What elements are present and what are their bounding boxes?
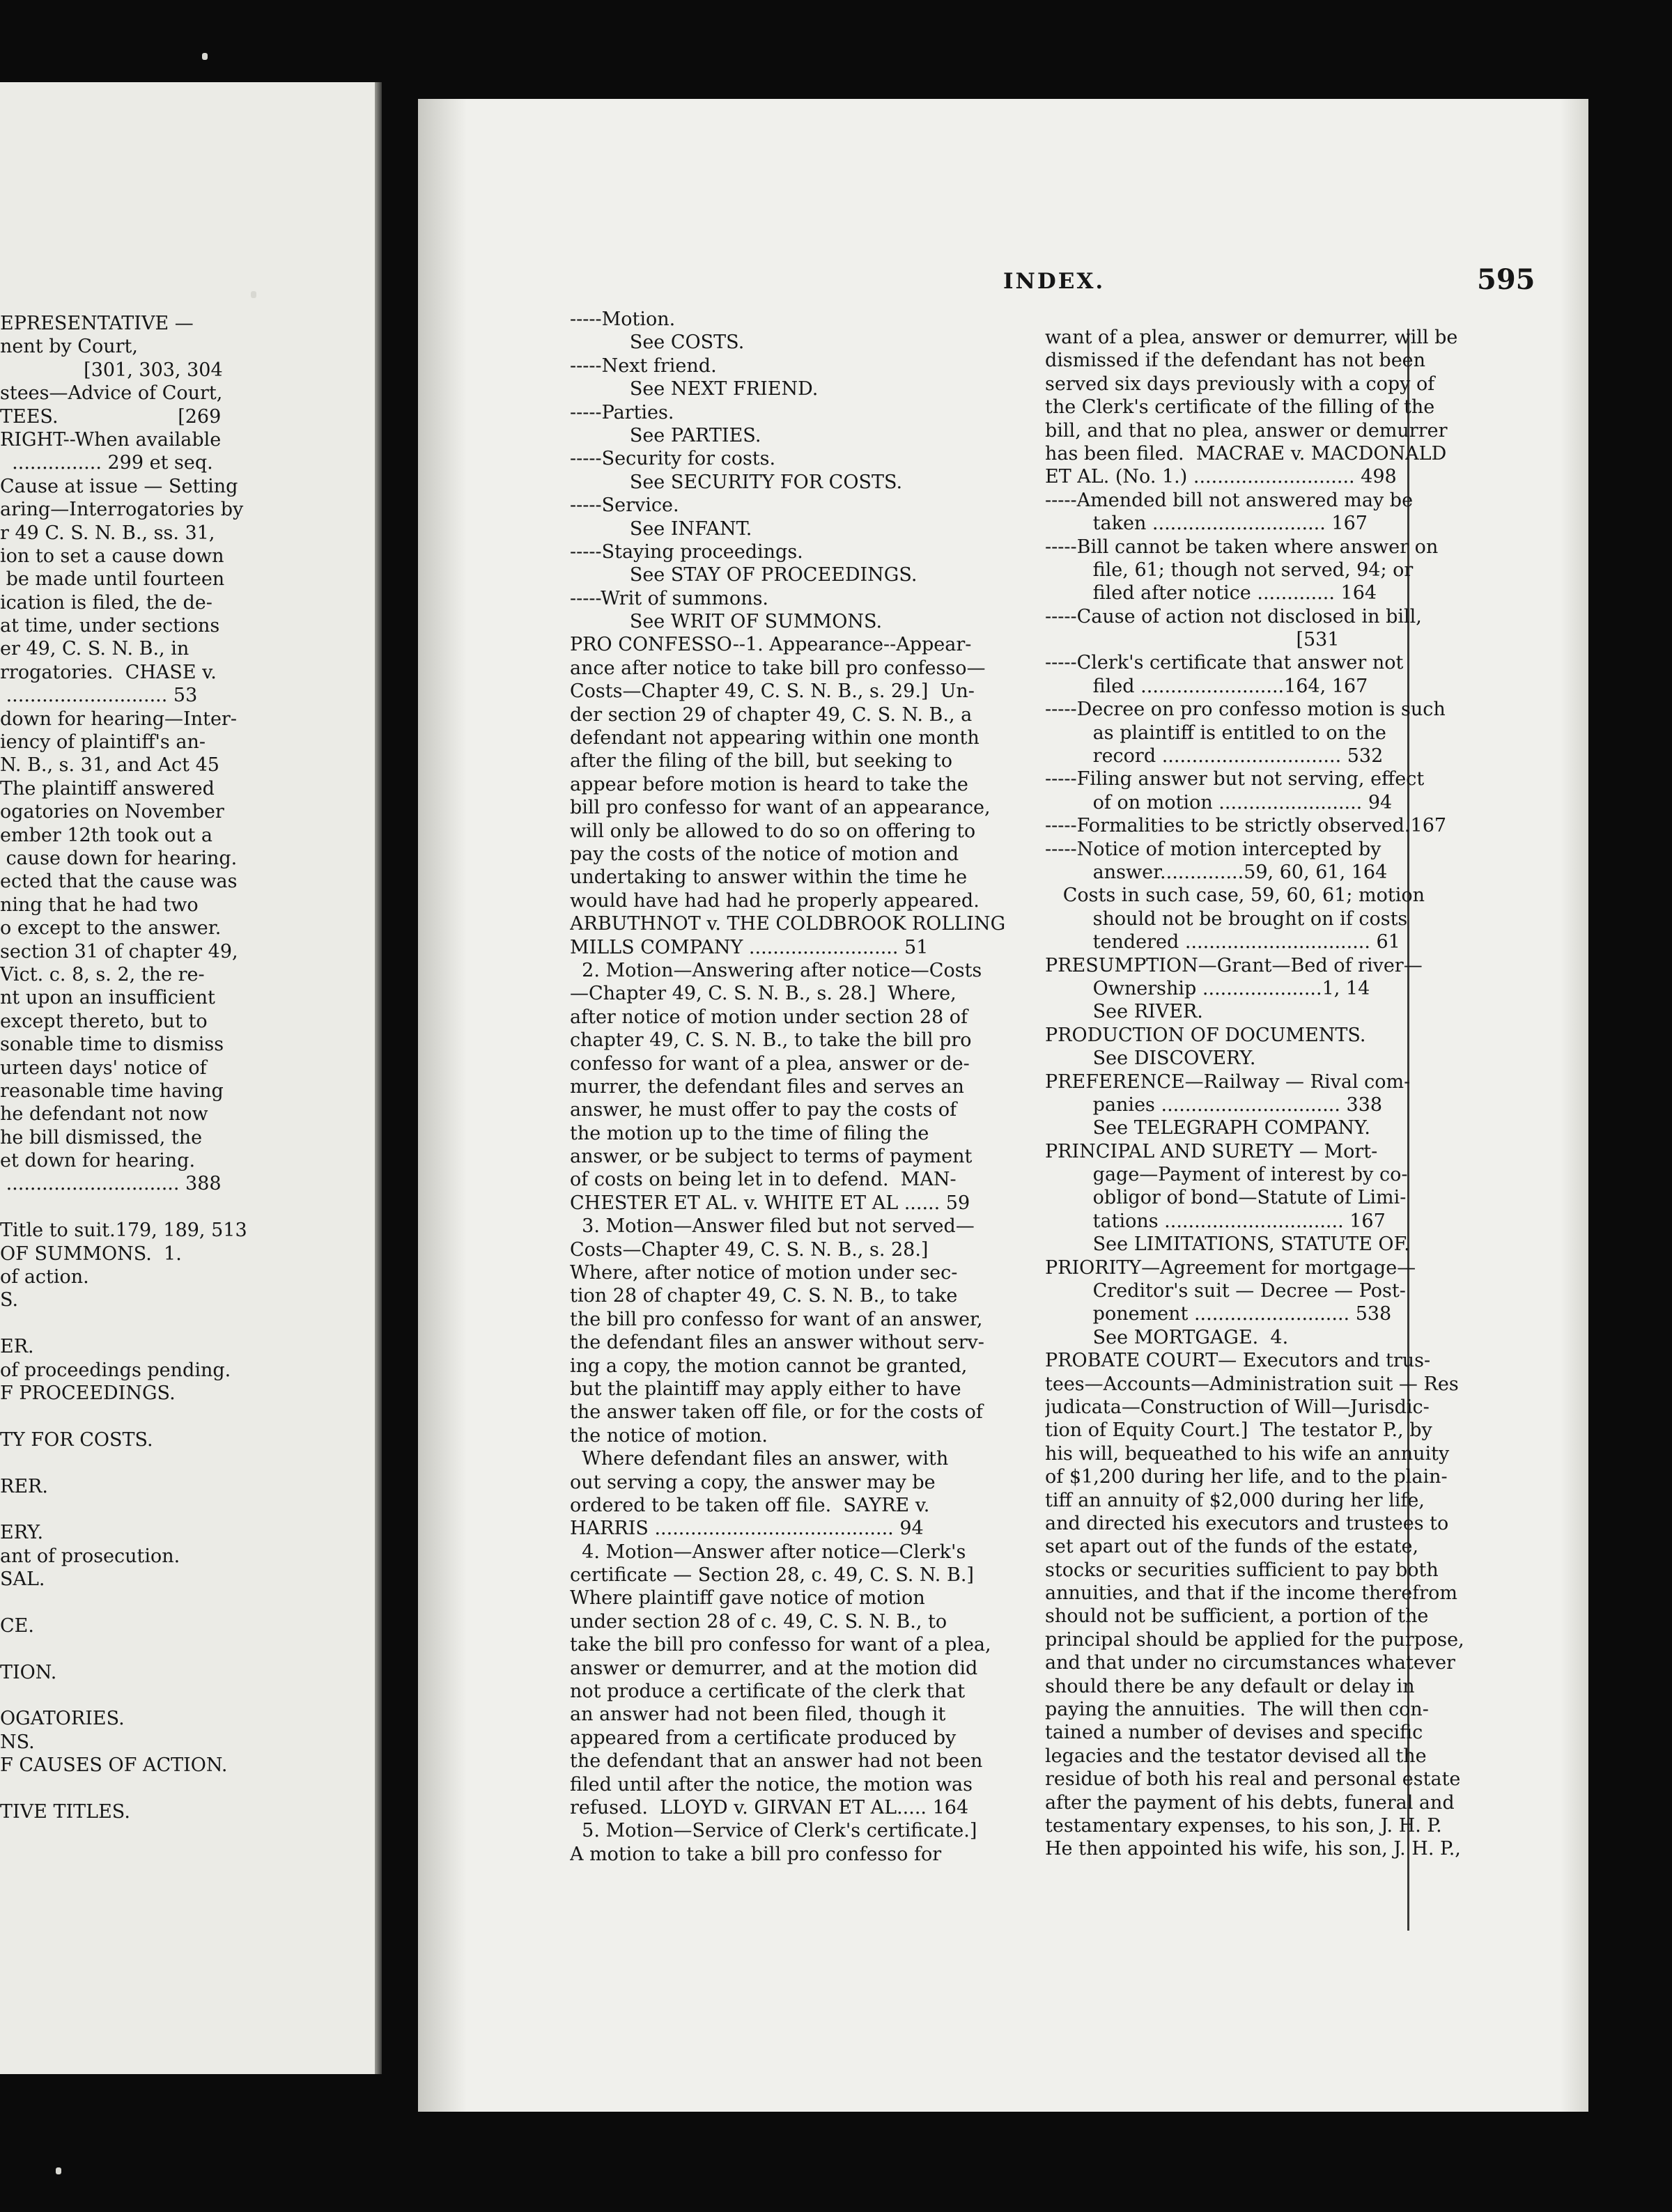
- left-page-line: nt upon an insufficient: [0, 987, 215, 1009]
- index-entry-line: set apart out of the funds of the estate,: [1045, 1536, 1419, 1558]
- index-entry-line: ordered to be taken off file. SAYRE v.: [570, 1494, 930, 1516]
- left-page-line: ion to set a cause down: [0, 545, 224, 567]
- index-entry-line: Creditor's suit — Decree — Post-: [1045, 1280, 1406, 1302]
- index-entry-line: -----Decree on pro confesso motion is such: [1045, 699, 1446, 721]
- index-entry-line: See TELEGRAPH COMPANY.: [1045, 1117, 1370, 1139]
- left-page-line: N. B., s. 31, and Act 45: [0, 754, 219, 777]
- index-entry-line: of $1,200 during her life, and to the plain-: [1045, 1466, 1448, 1488]
- index-entry-line: not produce a certificate of the clerk that: [570, 1681, 966, 1703]
- index-entry-line: PRESUMPTION—Grant—Bed of river—: [1045, 954, 1423, 976]
- page-curve-shadow: [418, 99, 467, 2112]
- index-entry-line: residue of both his real and personal estate: [1045, 1768, 1461, 1791]
- index-entry-line: ET AL. (No. 1.) ........................... 498: [1045, 466, 1397, 488]
- index-entry-line: want of a plea, answer or demurrer, will be: [1045, 327, 1458, 348]
- index-entry-line: tion of Equity Court.] The testator P., by: [1045, 1419, 1432, 1442]
- index-entry-line: legacies and the testator devised all the: [1045, 1745, 1427, 1767]
- index-entry-line: -----Amended bill not answered may be: [1045, 489, 1414, 511]
- index-entry-line: has been filed. MACRAE v. MACDONALD: [1045, 442, 1447, 465]
- index-entry-line: undertaking to answer within the time he: [570, 866, 968, 889]
- index-entry-line: will only be allowed to do so on offering to: [570, 820, 976, 842]
- index-entry-line: tained a number of devises and specific: [1045, 1722, 1423, 1744]
- index-entry-line: the notice of motion.: [570, 1424, 768, 1447]
- left-page-line: F CAUSES OF ACTION.: [0, 1754, 228, 1777]
- index-entry-line: tations .............................. 167: [1045, 1210, 1386, 1232]
- index-entry-line: appear before motion is heard to take the: [570, 773, 968, 795]
- left-page-line: iency of plaintiff's an-: [0, 731, 206, 754]
- index-entry-line: -----Writ of summons.: [570, 587, 769, 609]
- index-entry-line: after the payment of his debts, funeral and: [1045, 1791, 1455, 1814]
- index-entry-line: See MORTGAGE. 4.: [1045, 1326, 1289, 1348]
- left-page-line: The plaintiff answered: [0, 777, 215, 800]
- index-entry-line: should there be any default or delay in: [1045, 1675, 1415, 1697]
- index-entry-line: CHESTER ET AL. v. WHITE ET AL ...... 59: [570, 1192, 970, 1214]
- left-page-line: ogatories on November: [0, 801, 224, 823]
- index-entry-line: -----Security for costs.: [570, 448, 776, 470]
- left-page-line: he bill dismissed, the: [0, 1126, 203, 1148]
- left-page-line: of action.: [0, 1266, 89, 1288]
- index-entry-line: MILLS COMPANY ......................... 51: [570, 936, 929, 958]
- index-entry-line: Where defendant files an answer, with: [570, 1448, 949, 1470]
- index-entry-line: See INFANT.: [570, 517, 752, 540]
- index-entry-line: chapter 49, C. S. N. B., to take the bill pro: [570, 1029, 972, 1052]
- left-page-line: ........................... 53: [0, 685, 198, 707]
- running-head: INDEX.: [1003, 269, 1106, 294]
- paper-fleck: [56, 2167, 61, 2174]
- left-page-line: [0, 1637, 382, 1660]
- index-entry-line: record .............................. 532: [1045, 745, 1384, 768]
- index-entry-line: tendered ............................... 61: [1045, 931, 1400, 953]
- left-page-line: Cause at issue — Setting: [0, 475, 238, 497]
- left-page-line: nent by Court,: [0, 336, 138, 358]
- left-page-line: ant of prosecution.: [0, 1545, 180, 1567]
- index-entry-line: the bill pro confesso for want of an answer,: [570, 1308, 983, 1330]
- index-page: [418, 99, 1588, 2112]
- left-page-line: r 49 C. S. N. B., ss. 31,: [0, 522, 215, 544]
- index-entry-line: Ownership ....................1, 14: [1045, 977, 1370, 999]
- left-page-line: section 31 of chapter 49,: [0, 940, 238, 963]
- left-page-line: ning that he had two: [0, 894, 199, 916]
- left-page-line: o except to the answer.: [0, 917, 222, 940]
- index-entry-line: tiff an annuity of $2,000 during her life,: [1045, 1489, 1425, 1511]
- left-page-text: [0, 312, 382, 1823]
- left-page-line: ication is filed, the de-: [0, 591, 212, 614]
- index-entry-line: answer, or be subject to terms of payment: [570, 1146, 973, 1168]
- left-page-line: of proceedings pending.: [0, 1359, 231, 1381]
- left-page-line: be made until fourteen: [0, 568, 225, 591]
- left-page-line: CE.: [0, 1614, 34, 1637]
- left-page-line: TEES. [269: [0, 405, 222, 428]
- index-entry-line: under section 28 of c. 49, C. S. N. B., to: [570, 1610, 947, 1633]
- index-entry-line: See DISCOVERY.: [1045, 1047, 1256, 1070]
- left-page-line: [0, 1591, 382, 1614]
- index-entry-line: filed ........................164, 167: [1045, 675, 1368, 697]
- index-entry-line: appeared from a certificate produced by: [570, 1727, 957, 1749]
- index-column-left: [570, 308, 1023, 1866]
- index-entry-line: He then appointed his wife, his son, J. H. P.,: [1045, 1838, 1461, 1860]
- left-page-line: ERY.: [0, 1522, 44, 1544]
- index-entry-line: murrer, the defendant files and serves an: [570, 1075, 964, 1098]
- index-entry-line: der section 29 of chapter 49, C. S. N. B., a: [570, 703, 973, 726]
- left-page-line: [0, 1451, 382, 1474]
- index-entry-line: paying the annuities. The will then con-: [1045, 1699, 1429, 1721]
- index-entry-line: -----Service.: [570, 494, 679, 517]
- index-entry-line: should not be brought on if costs: [1045, 908, 1408, 930]
- index-entry-line: -----Next friend.: [570, 355, 717, 377]
- index-entry-line: as plaintiff is entitled to on the: [1045, 722, 1386, 744]
- index-entry-line: gage—Payment of interest by co-: [1045, 1164, 1408, 1186]
- index-entry-line: after notice of motion under section 28 of: [570, 1006, 968, 1028]
- index-entry-line: dismissed if the defendant has not been: [1045, 350, 1426, 372]
- index-entry-line: [531: [1045, 629, 1340, 651]
- index-entry-line: See WRIT OF SUMMONS.: [570, 611, 883, 633]
- index-entry-line: and directed his executors and trustees to: [1045, 1512, 1449, 1534]
- index-entry-line: answer..............59, 60, 61, 164: [1045, 861, 1388, 883]
- index-entry-line: See SECURITY FOR COSTS.: [570, 471, 903, 493]
- index-entry-line: file, 61; though not served, 94; or: [1045, 559, 1414, 581]
- left-page-line: Vict. c. 8, s. 2, the re-: [0, 963, 205, 986]
- index-entry-line: tees—Accounts—Administration suit — Res: [1045, 1373, 1459, 1395]
- index-entry-line: ing a copy, the motion cannot be granted,: [570, 1355, 968, 1377]
- index-column-right: [1045, 326, 1526, 1861]
- index-entry-line: —Chapter 49, C. S. N. B., s. 28.] Where,: [570, 983, 957, 1005]
- index-entry-line: defendant not appearing within one month: [570, 727, 980, 749]
- index-entry-line: PROBATE COURT— Executors and trus-: [1045, 1350, 1431, 1372]
- index-entry-line: -----Notice of motion intercepted by: [1045, 838, 1381, 860]
- index-entry-line: but the plaintiff may apply either to have: [570, 1378, 961, 1400]
- paper-fleck: [202, 53, 208, 60]
- index-entry-line: the Clerk's certificate of the filling of the: [1045, 396, 1435, 419]
- left-page-line: OF SUMMONS. 1.: [0, 1243, 182, 1265]
- left-page-line: er 49, C. S. N. B., in: [0, 638, 189, 660]
- index-entry-line: the motion up to the time of filing the: [570, 1122, 929, 1144]
- index-entry-line: -----Staying proceedings.: [570, 540, 803, 563]
- index-entry-line: See STAY OF PROCEEDINGS.: [570, 564, 918, 586]
- index-entry-line: See LIMITATIONS, STATUTE OF.: [1045, 1233, 1410, 1256]
- index-entry-line: See COSTS.: [570, 332, 745, 354]
- index-entry-line: A motion to take a bill pro confesso for: [570, 1843, 942, 1865]
- index-entry-line: the defendant files an answer without serv-: [570, 1332, 984, 1354]
- index-entry-line: filed until after the notice, the motion was: [570, 1773, 973, 1796]
- paper-fleck: [251, 291, 256, 298]
- left-page-line: et down for hearing.: [0, 1150, 196, 1172]
- index-entry-line: stocks or securities sufficient to pay both: [1045, 1559, 1439, 1581]
- index-entry-line: out serving a copy, the answer may be: [570, 1471, 936, 1493]
- index-entry-line: 5. Motion—Service of Clerk's certificate.]: [570, 1820, 977, 1842]
- left-page-line: SAL.: [0, 1568, 45, 1591]
- left-page-line: TION.: [0, 1661, 57, 1683]
- index-entry-line: answer or demurrer, and at the motion did: [570, 1657, 978, 1679]
- index-entry-line: -----Filing answer but not serving, effect: [1045, 768, 1425, 790]
- index-entry-line: obligor of bond—Statute of Limi-: [1045, 1187, 1407, 1209]
- index-entry-line: and that under no circumstances whatever: [1045, 1652, 1455, 1674]
- index-entry-line: his will, bequeathed to his wife an annuity: [1045, 1442, 1450, 1465]
- index-entry-line: answer, he must offer to pay the costs of: [570, 1099, 957, 1121]
- page-edge-shadow: [1561, 99, 1588, 2112]
- index-entry-line: Costs—Chapter 49, C. S. N. B., s. 28.]: [570, 1238, 929, 1261]
- index-entry-line: See RIVER.: [1045, 1001, 1203, 1023]
- left-page-line: ER.: [0, 1336, 34, 1358]
- index-entry-line: confesso for want of a plea, answer or de-: [570, 1052, 970, 1075]
- index-entry-line: PRIORITY—Agreement for mortgage—: [1045, 1256, 1416, 1279]
- left-page-line: down for hearing—Inter-: [0, 708, 237, 730]
- index-entry-line: PRODUCTION OF DOCUMENTS.: [1045, 1024, 1366, 1046]
- index-entry-line: -----Motion.: [570, 309, 676, 330]
- index-entry-line: refused. LLOYD v. GIRVAN ET AL..... 164: [570, 1797, 969, 1818]
- index-entry-line: Costs in such case, 59, 60, 61; motion: [1045, 885, 1425, 907]
- index-entry-line: of costs on being let in to defend. MAN-: [570, 1169, 957, 1191]
- index-entry-line: -----Bill cannot be taken where answer on: [1045, 536, 1439, 558]
- page-number: 595: [1477, 263, 1535, 296]
- index-entry-line: the defendant that an answer had not been: [570, 1750, 983, 1773]
- left-page-line: ............... 299 et seq.: [0, 452, 213, 474]
- index-entry-line: PREFERENCE—Railway — Rival com-: [1045, 1070, 1411, 1093]
- left-page-line: [0, 1196, 382, 1219]
- left-page-line: NS.: [0, 1731, 35, 1753]
- left-page-line: RER.: [0, 1475, 48, 1497]
- index-entry-line: the answer taken off file, or for the costs of: [570, 1401, 983, 1424]
- index-entry-line: ponement .......................... 538: [1045, 1303, 1392, 1325]
- index-entry-line: Where, after notice of motion under sec-: [570, 1262, 958, 1284]
- left-page-line: stees—Advice of Court,: [0, 382, 223, 405]
- index-entry-line: Costs—Chapter 49, C. S. N. B., s. 29.] Un-: [570, 680, 975, 703]
- index-entry-line: PRO CONFESSO--1. Appearance--Appear-: [570, 634, 972, 656]
- left-page-line: reasonable time having: [0, 1080, 224, 1102]
- index-entry-line: pay the costs of the notice of motion and: [570, 843, 959, 865]
- index-entry-line: tion 28 of chapter 49, C. S. N. B., to take: [570, 1285, 958, 1307]
- page-header: [418, 263, 1588, 311]
- left-page-line: [301, 303, 304: [0, 359, 223, 381]
- index-entry-line: bill pro confesso for want of an appearance,: [570, 797, 991, 819]
- index-entry-line: panies .............................. 338: [1045, 1093, 1383, 1116]
- index-entry-line: See NEXT FRIEND.: [570, 378, 819, 400]
- index-entry-line: filed after notice ............. 164: [1045, 582, 1377, 605]
- left-page-line: he defendant not now: [0, 1103, 208, 1126]
- index-entry-line: testamentary expenses, to his son, J. H. P.: [1045, 1815, 1442, 1837]
- index-entry-line: See PARTIES.: [570, 424, 761, 446]
- index-entry-line: certificate — Section 28, c. 49, C. S. N. B.]: [570, 1564, 974, 1587]
- left-page-line: except thereto, but to: [0, 1010, 208, 1032]
- left-page-line: ember 12th took out a: [0, 824, 212, 846]
- left-page-line: RIGHT--When available: [0, 428, 222, 451]
- index-entry-line: -----Parties.: [570, 401, 674, 423]
- left-page-line: OGATORIES.: [0, 1708, 125, 1730]
- left-page-line: TIVE TITLES.: [0, 1801, 130, 1823]
- left-page-line: F PROCEEDINGS.: [0, 1382, 176, 1404]
- left-page-line: cause down for hearing.: [0, 847, 238, 869]
- index-entry-line: served six days previously with a copy of: [1045, 373, 1435, 395]
- left-page-line: rrogatories. CHASE v.: [0, 661, 217, 683]
- left-page-line: EPRESENTATIVE —: [0, 313, 194, 334]
- left-page-line: [0, 1777, 382, 1800]
- left-page-line: TY FOR COSTS.: [0, 1428, 153, 1451]
- index-entry-line: principal should be applied for the purpose,: [1045, 1628, 1464, 1651]
- index-entry-line: -----Clerk's certificate that answer not: [1045, 652, 1404, 674]
- index-entry-line: bill, and that no plea, answer or demurrer: [1045, 419, 1448, 442]
- left-page-line: [0, 1684, 382, 1707]
- index-entry-line: PRINCIPAL AND SURETY — Mort-: [1045, 1140, 1378, 1162]
- left-page-line: S.: [0, 1289, 19, 1311]
- left-page-line: aring—Interrogatories by: [0, 499, 244, 521]
- index-entry-line: HARRIS ........................................ 94: [570, 1518, 924, 1540]
- index-entry-line: taken ............................. 167: [1045, 513, 1368, 535]
- left-page-line: urteen days' notice of: [0, 1057, 207, 1079]
- left-page-line: at time, under sections: [0, 615, 220, 637]
- left-page-line: [0, 1312, 382, 1335]
- index-entry-line: judicata—Construction of Will—Jurisdic-: [1045, 1396, 1430, 1418]
- index-entry-line: Where plaintiff gave notice of motion: [570, 1587, 925, 1610]
- left-page-line: [0, 1405, 382, 1428]
- left-page-line: Title to suit.179, 189, 513: [0, 1220, 247, 1242]
- facing-page-fragment: [0, 82, 382, 2074]
- index-entry-line: 2. Motion—Answering after notice—Costs: [570, 959, 982, 981]
- index-entry-line: of on motion ........................ 94: [1045, 791, 1393, 813]
- left-page-line: ............................. 388: [0, 1173, 222, 1195]
- index-entry-line: should not be sufficient, a portion of the: [1045, 1605, 1429, 1628]
- index-entry-line: would have had had he properly appeared.: [570, 889, 980, 912]
- index-entry-line: 4. Motion—Answer after notice—Clerk's: [570, 1541, 966, 1563]
- index-entry-line: -----Formalities to be strictly observed.167: [1045, 815, 1447, 837]
- index-entry-line: ance after notice to take bill pro confesso—: [570, 657, 986, 679]
- index-entry-line: an answer had not been filed, though it: [570, 1704, 946, 1726]
- index-entry-line: 3. Motion—Answer filed but not served—: [570, 1215, 975, 1238]
- left-page-line: sonable time to dismiss: [0, 1034, 224, 1056]
- index-entry-line: annuities, and that if the income therefrom: [1045, 1582, 1457, 1605]
- index-entry-line: ARBUTHNOT v. THE COLDBROOK ROLLING: [570, 913, 1006, 935]
- left-page-line: [0, 1498, 382, 1521]
- index-entry-line: after the filing of the bill, but seeking to: [570, 750, 953, 772]
- index-entry-line: take the bill pro confesso for want of a plea,: [570, 1634, 991, 1656]
- left-page-line: ected that the cause was: [0, 871, 238, 893]
- index-entry-line: -----Cause of action not disclosed in bill,: [1045, 605, 1422, 628]
